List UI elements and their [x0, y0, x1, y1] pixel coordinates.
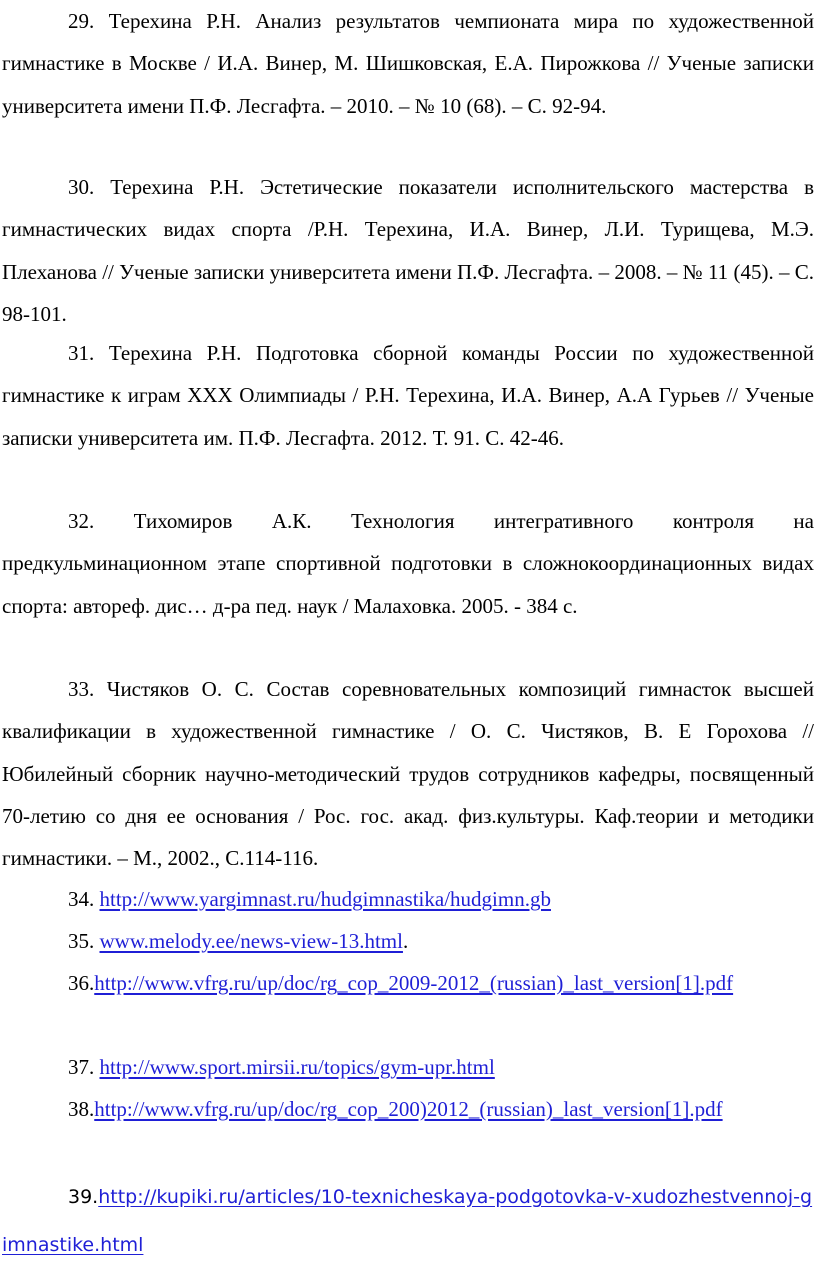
reference-number: 37.: [68, 1055, 100, 1079]
reference-item-39: [2, 1173, 814, 1269]
reference-number: 29.: [68, 9, 95, 33]
reference-link[interactable]: http://www.sport.mirsii.ru/topics/gym-upr.html: [99, 1055, 495, 1079]
reference-item-35: [2, 920, 814, 962]
reference-link[interactable]: www.melody.ee/news-view-13.html: [99, 929, 403, 953]
reference-link[interactable]: http://www.vfrg.ru/up/doc/rg_cop_2009-2012_(russian)_last_version[1].pdf: [94, 971, 734, 995]
reference-item-30: [2, 166, 814, 335]
reference-number: 39.: [68, 1186, 99, 1208]
reference-item-37: [2, 1046, 814, 1088]
reference-item-29: [2, 0, 814, 127]
reference-item-33: [2, 668, 814, 879]
reference-number: 32.: [68, 509, 95, 533]
reference-item-31: [2, 332, 814, 459]
reference-item-38: [2, 1088, 814, 1130]
reference-link[interactable]: http://www.vfrg.ru/up/doc/rg_cop_200)2012_(russian)_last_version[1].pdf: [94, 1097, 723, 1121]
reference-number: 30.: [68, 175, 95, 199]
reference-suffix: .: [402, 929, 409, 953]
reference-link[interactable]: http://kupiki.ru/articles/10-texnicheskaya-podgotovka-v-xudozhestvennoj-gimnastike.html: [2, 1186, 813, 1256]
reference-number: 36.: [68, 971, 95, 995]
reference-number: 33.: [68, 677, 95, 701]
reference-number: 38.: [68, 1097, 95, 1121]
reference-text: Тихомиров А.К. Технология интегративного контроля на предкульминационном этапе спортивной подготовки в сложнокоординационных видах спорта: автореф. дис… д-ра пед. наук / Малаховка. 2005. - 384 с.: [2, 509, 814, 618]
reference-text: Терехина Р.Н. Эстетические показатели исполнительского мастерства в гимнастических видах спорта /Р.Н. Терехина, И.А. Винер, Л.И. Турищева, М.Э. Плеханова // Ученые записки университета имени П.Ф. Лесгафта. – 2008. – № 11 (45). – С. 98-101.: [2, 175, 814, 326]
reference-number: 34.: [68, 887, 100, 911]
reference-item-32: [2, 500, 814, 627]
reference-number: 35.: [68, 929, 100, 953]
reference-item-36: [2, 962, 814, 1004]
reference-number: 31.: [68, 341, 95, 365]
reference-text: Терехина Р.Н. Подготовка сборной команды России по художественной гимнастике к играм XXX Олимпиады / Р.Н. Терехина, И.А. Винер, А.А Гурьев // Ученые записки университета им. П.Ф. Лесгафта. 2012. Т. 91. С. 42-46.: [2, 341, 814, 450]
reference-link[interactable]: http://www.yargimnast.ru/hudgimnastika/hudgimn.gb: [99, 887, 551, 911]
reference-text: Терехина Р.Н. Анализ результатов чемпионата мира по художественной гимнастике в Москве / И.А. Винер, М. Шишковская, Е.А. Пирожкова // Ученые записки университета имени П.Ф. Лесгафта. – 2010. – № 10 (68). – С. 92-94.: [2, 9, 814, 118]
reference-text: Чистяков О. С. Состав соревновательных композиций гимнасток высшей квалификации в художественной гимнастике / О. С. Чистяков, В. Е Горохова // Юбилейный сборник научно-методический трудов сотрудников кафедры, посвященный 70-летию со дня ее основания / Рос. гос. акад. физ.культуры. Каф.теории и методики гимнастики. – М., 2002., С.114-116.: [2, 677, 814, 871]
reference-item-34: [2, 878, 814, 920]
